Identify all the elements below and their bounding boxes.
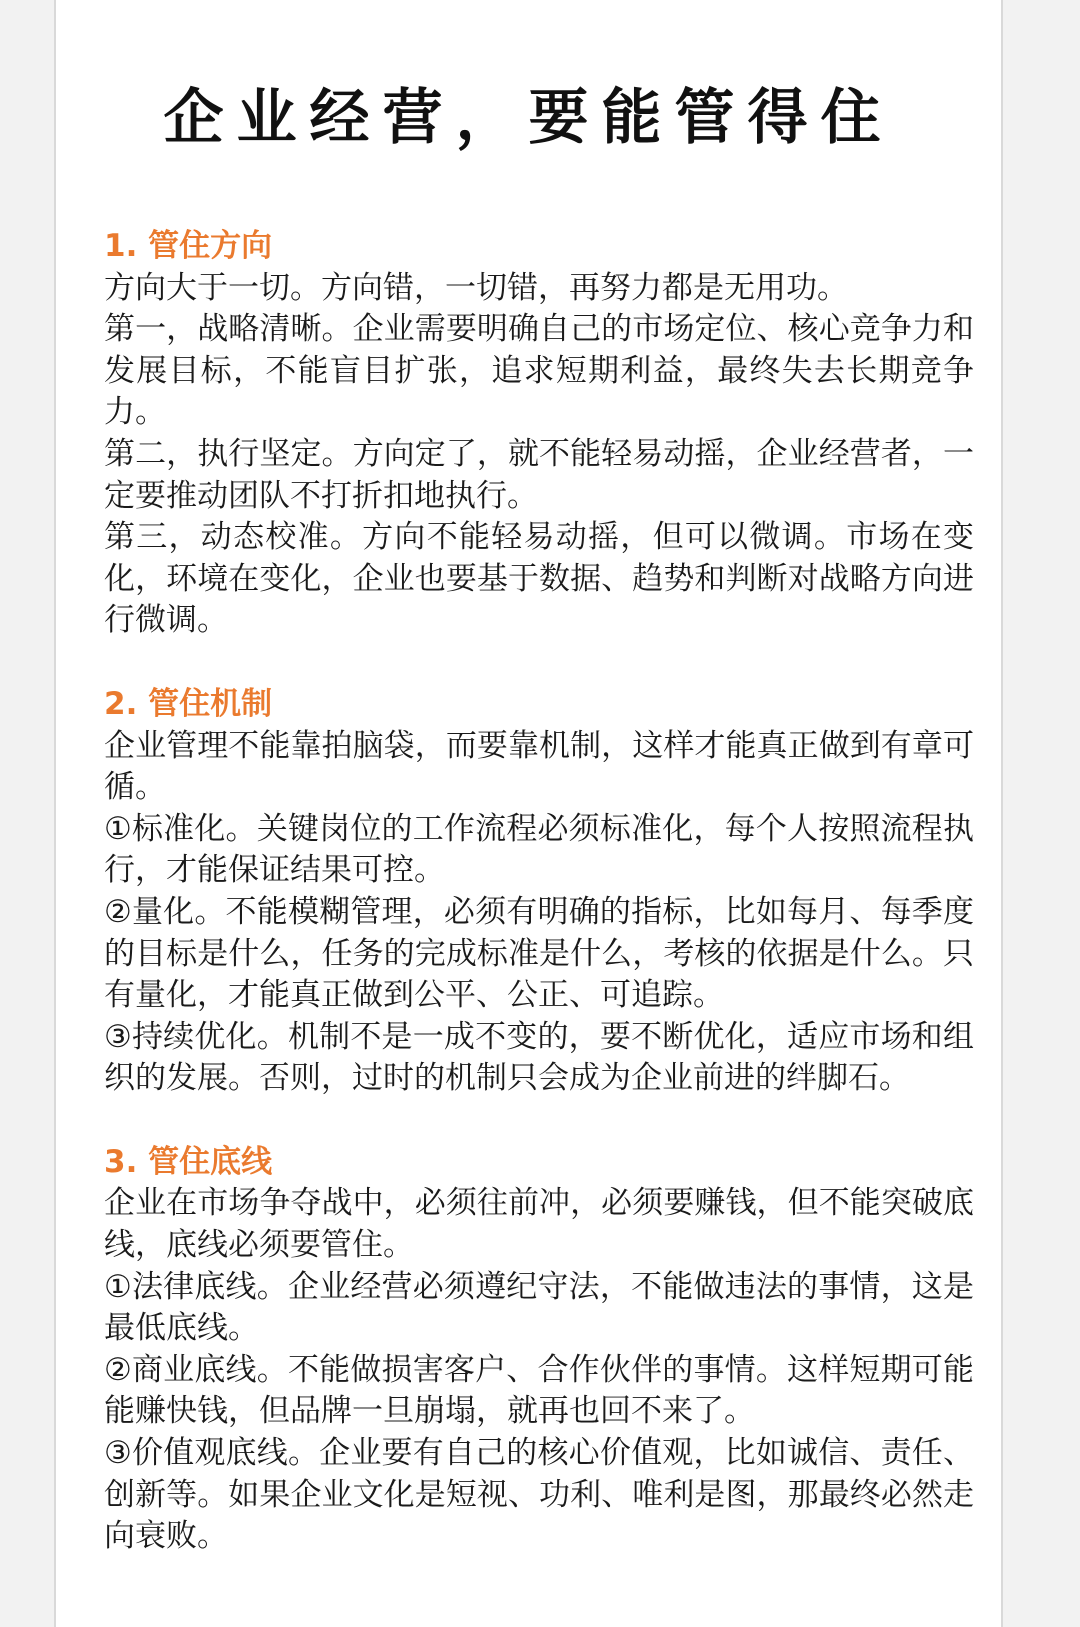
article-title: 企业经营，要能管得住	[163, 83, 894, 153]
section-mechanism	[104, 684, 974, 1100]
section-heading: 2. 管住机制	[104, 685, 273, 722]
paragraph: 第一，战略清晰。企业需要明确自己的市场定位、核心竞争力和发展目标，不能盲目扩张，追求短期利益，最终失去长期竞争力。	[104, 311, 974, 431]
section-heading: 1. 管住方向	[104, 228, 273, 264]
section-bottom-line	[104, 1142, 974, 1558]
paragraph: ②商业底线。不能做损害客户、合作伙伴的事情。这样短期可能能赚快钱，但品牌一旦崩塌，就再也回不来了。	[104, 1351, 974, 1430]
paragraph: 企业在市场争夺战中，必须往前冲，必须要赚钱，但不能突破底线，底线必须要管住。	[104, 1185, 974, 1264]
paragraph: ③持续优化。机制不是一成不变的，要不断优化，适应市场和组织的发展。否则，过时的机制只会成为企业前进的绊脚石。	[104, 1018, 974, 1097]
paragraph: 第三，动态校准。方向不能轻易动摇，但可以微调。市场在变化，环境在变化，企业也要基于数据、趋势和判断对战略方向进行微调。	[104, 519, 974, 639]
paragraph: ①标准化。关键岗位的工作流程必须标准化，每个人按照流程执行，才能保证结果可控。	[104, 810, 974, 889]
section-heading: 3. 管住底线	[104, 1143, 273, 1180]
section-direction	[104, 226, 974, 642]
paragraph: ③价值观底线。企业要有自己的核心价值观，比如诚信、责任、创新等。如果企业文化是短视、功利、唯利是图，那最终必然走向衰败。	[104, 1435, 974, 1555]
article-body	[104, 226, 974, 1558]
paragraph: 第二，执行坚定。方向定了，就不能轻易动摇，企业经营者，一定要推动团队不打折扣地执行。	[104, 435, 974, 514]
paragraph: 企业管理不能靠拍脑袋，而要靠机制，这样才能真正做到有章可循。	[104, 727, 974, 806]
paragraph: 方向大于一切。方向错，一切错，再努力都是无用功。	[104, 269, 848, 306]
paragraph: ②量化。不能模糊管理，必须有明确的指标，比如每月、每季度的目标是什么，任务的完成标准是什么，考核的依据是什么。只有量化，才能真正做到公平、公正、可追踪。	[104, 893, 974, 1014]
article-sheet	[54, 0, 1003, 1627]
paragraph: ①法律底线。企业经营必须遵纪守法，不能做违法的事情，这是最低底线。	[104, 1268, 974, 1347]
